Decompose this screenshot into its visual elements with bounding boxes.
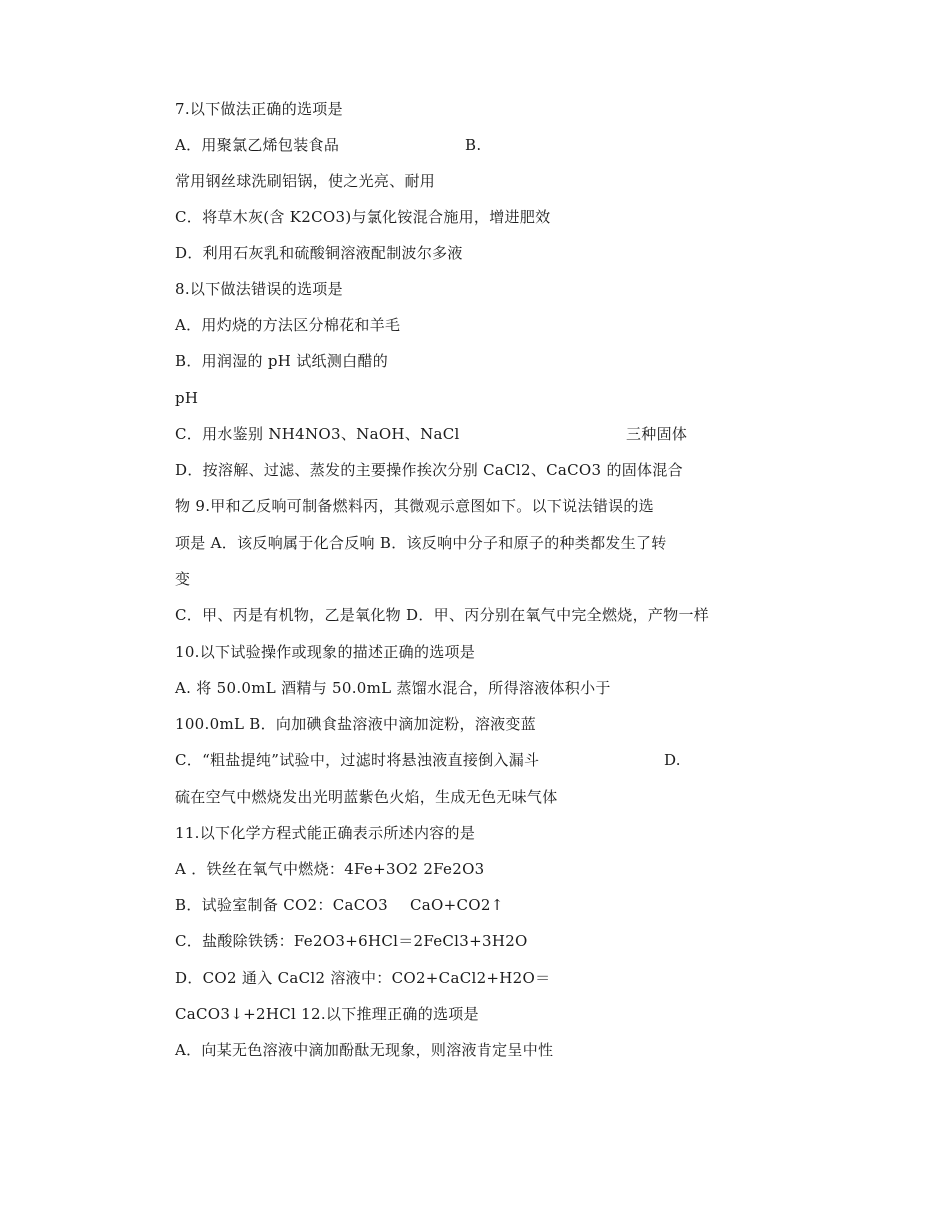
question-12-stem: CaCO3↓+2HCl 12.以下推理正确的选项是	[175, 1005, 479, 1023]
option-c-text: C．用水鉴别 NH4NO3、NaOH、NaCl	[175, 425, 460, 443]
question-10-option-b: 100.0mL B．向加碘食盐溶液中滴加淀粉，溶液变蓝	[175, 715, 537, 733]
question-7-stem: 7.以下做法正确的选项是	[175, 100, 343, 118]
question-7-option-b-text: 常用钢丝球洗刷铝锅，使之光亮、耐用	[175, 172, 436, 190]
question-8-stem: 8.以下做法错误的选项是	[175, 280, 343, 298]
question-11-stem: 11.以下化学方程式能正确表示所述内容的是	[175, 824, 476, 842]
option-b-text: B．试验室制备 CO2：CaCO3	[175, 896, 388, 914]
question-7-option-d: D．利用石灰乳和硫酸铜溶液配制波尔多液	[175, 244, 463, 262]
option-c-text: C．“粗盐提纯”试验中，过滤时将悬浊液直接倒入漏斗	[175, 751, 540, 769]
option-a-text: A．用聚氯乙烯包装食品	[175, 136, 340, 154]
question-11-option-a: A ．铁丝在氧气中燃烧：4Fe+3O2 2Fe2O3	[175, 860, 485, 878]
option-d-label: D.	[664, 751, 681, 769]
question-11-option-d: D．CO2 通入 CaCl2 溶液中：CO2+CaCl2+H2O＝	[175, 969, 551, 987]
question-7-option-c: C．将草木灰(含 K2CO3)与氯化铵混合施用，增进肥效	[175, 208, 551, 226]
question-8-option-b-continued: pH	[175, 389, 199, 407]
question-9-options-cd: C．甲、丙是有机物，乙是氧化物 D．甲、丙分别在氧气中完全燃烧，产物一样	[175, 606, 710, 624]
question-8-option-a: A．用灼烧的方法区分棉花和羊毛	[175, 316, 401, 334]
question-8-option-b: B．用润湿的 pH 试纸测白醋的	[175, 352, 389, 370]
question-9-stem: 物 9.甲和乙反响可制备燃料丙，其微观示意图如下。以下说法错误的选	[175, 497, 654, 515]
question-10-option-a: A. 将 50.0mL 酒精与 50.0mL 蒸馏水混合，所得溶液体积小于	[175, 679, 611, 697]
question-12-option-a: A．向某无色溶液中滴加酚酞无现象，则溶液肯定呈中性	[175, 1041, 554, 1059]
question-9-options-ab: 项是 A．该反响属于化合反响 B．该反响中分子和原子的种类都发生了转	[175, 534, 667, 552]
question-8-option-d: D．按溶解、过滤、蒸发的主要操作挨次分别 CaCl2、CaCO3 的固体混合	[175, 461, 683, 479]
question-10-option-d-text: 硫在空气中燃烧发出光明蓝紫色火焰，生成无色无味气体	[175, 788, 558, 806]
three-solids-text: 三种固体	[626, 425, 688, 443]
question-10-stem: 10.以下试验操作或现象的描述正确的选项是	[175, 643, 476, 661]
question-11-option-c: C．盐酸除铁锈：Fe2O3+6HCl＝2FeCl3+3H2O	[175, 932, 528, 950]
reaction-products: CaO+CO2↑	[410, 896, 504, 914]
question-9-option-b-continued: 变	[175, 570, 191, 588]
option-b-label: B.	[465, 136, 482, 154]
